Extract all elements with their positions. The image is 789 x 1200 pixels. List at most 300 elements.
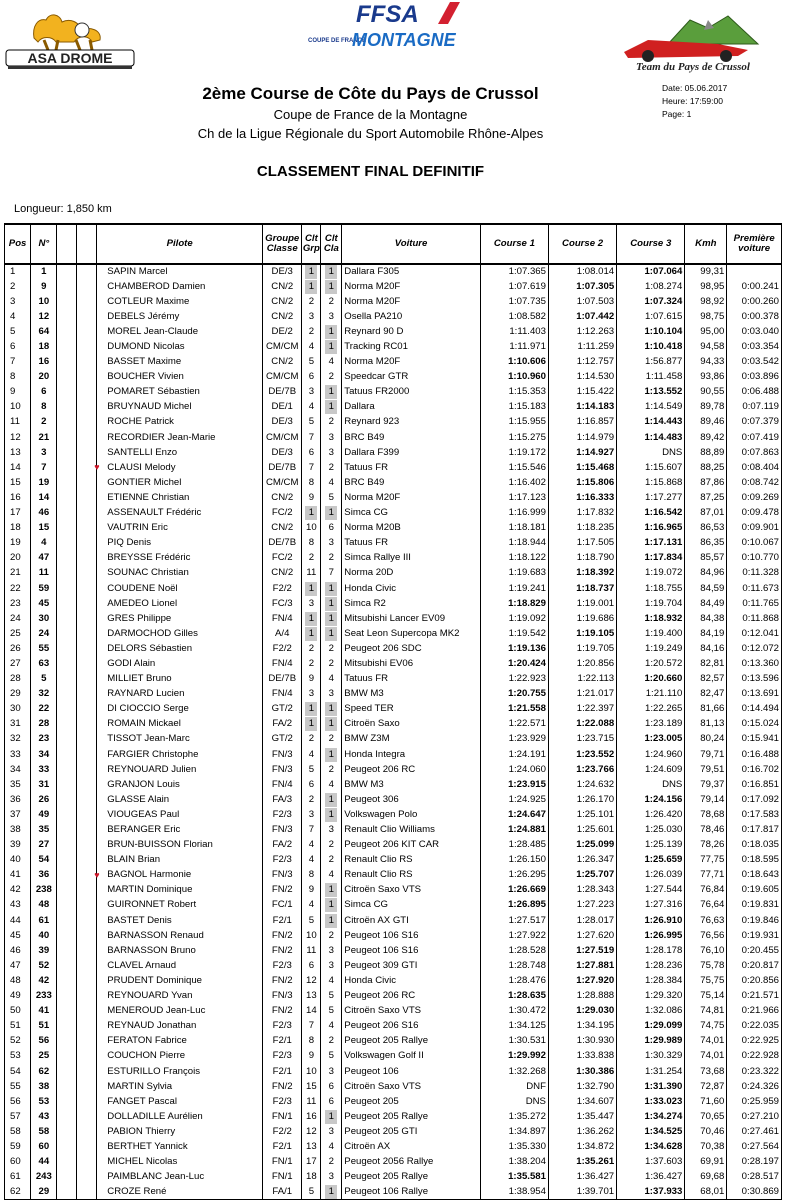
cell-premiere: 0:03.542	[727, 355, 782, 370]
cell-num: 238	[31, 883, 57, 898]
cell-blank	[77, 958, 97, 973]
cell-premiere: 0:11.328	[727, 566, 782, 581]
cell-course1: 1:18.944	[480, 536, 548, 551]
clt-grp-value: 1	[305, 612, 317, 626]
cell-blank	[77, 883, 97, 898]
cell-pos: 4	[5, 309, 31, 324]
cell-course3: 1:11.458	[617, 370, 685, 385]
clt-cla-value: 3	[328, 959, 334, 971]
pilote-name: GRES Philippe	[107, 612, 172, 624]
cell-blank	[77, 339, 97, 354]
clt-cla-value: 2	[328, 1035, 334, 1047]
page-title: 2ème Course de Côte du Pays de Crussol	[202, 84, 539, 103]
cell-premiere: 0:15.024	[727, 717, 782, 732]
cell-premiere: 0:09.269	[727, 490, 782, 505]
table-row	[5, 868, 782, 883]
cell-blank	[57, 264, 77, 279]
cell-premiere: 0:24.326	[727, 1079, 782, 1094]
col-premiere: Première voiture	[727, 224, 782, 264]
cell-num: 22	[31, 702, 57, 717]
cell-course1: 1:19.683	[480, 566, 548, 581]
cell-premiere: 0:27.210	[727, 1109, 782, 1124]
clt-cla-value: 1	[325, 1110, 337, 1124]
cell-course2: 1:28.888	[548, 989, 616, 1004]
clt-grp-value: 15	[306, 1080, 317, 1092]
cell-course3: 1:31.390	[617, 1079, 685, 1094]
clt-grp-value: 5	[308, 1186, 315, 1198]
cell-blank	[77, 279, 97, 294]
clt-grp-value: 3	[308, 386, 315, 398]
cell-kmh: 69,68	[685, 1170, 727, 1185]
cell-pilote	[97, 551, 263, 566]
cell-blank	[77, 838, 97, 853]
cell-clt-cla	[321, 958, 342, 973]
cell-clt-grp	[302, 1049, 321, 1064]
table-row	[5, 838, 782, 853]
cell-pilote	[94, 460, 263, 475]
cell-num: 31	[31, 777, 57, 792]
cell-course3: 1:24.609	[617, 762, 685, 777]
clt-cla-value: 5	[328, 990, 334, 1002]
clt-cla-value: 5	[328, 491, 334, 503]
cell-pos: 36	[5, 792, 31, 807]
cell-blank	[57, 1034, 77, 1049]
clt-grp-value: 10	[306, 522, 317, 534]
cell-pilote	[97, 536, 263, 551]
cell-course2: 1:16.857	[548, 415, 616, 430]
cell-blank	[77, 1185, 97, 1200]
cell-clt-grp	[302, 792, 321, 807]
cell-clt-cla	[321, 611, 342, 626]
col-blank-2	[77, 224, 97, 264]
cell-course1: 1:24.647	[480, 807, 548, 822]
cell-clt-cla	[321, 913, 342, 928]
cell-pos: 24	[5, 611, 31, 626]
cell-course3: 1:36.427	[617, 1170, 685, 1185]
cell-blank	[77, 1034, 97, 1049]
clt-grp-value: 7	[308, 824, 315, 836]
cell-groupe: DE/7B	[263, 460, 302, 475]
ffsa-text: FFSA	[356, 1, 419, 28]
cell-blank	[77, 294, 97, 309]
cell-course2: 1:27.519	[548, 943, 616, 958]
clt-grp-value: 11	[306, 1095, 317, 1107]
table-row	[5, 475, 782, 490]
cell-course2: 1:34.607	[548, 1094, 616, 1109]
cell-course3: 1:32.086	[617, 1004, 685, 1019]
clt-cla-value: 1	[325, 627, 337, 641]
cell-premiere: 0:28.517	[727, 1170, 782, 1185]
cell-course1: 1:07.365	[480, 264, 548, 279]
cell-pilote	[97, 641, 263, 656]
cell-premiere: 0:17.092	[727, 792, 782, 807]
pilote-name: ROMAIN Mickael	[107, 718, 181, 730]
cell-blank	[77, 747, 97, 762]
table-row	[5, 536, 782, 551]
cell-pos: 5	[5, 324, 31, 339]
cell-pilote	[97, 717, 263, 732]
cell-premiere: 0:28.197	[727, 1155, 782, 1170]
cell-clt-grp	[302, 898, 321, 913]
cell-premiere: 0:08.742	[727, 475, 782, 490]
cell-course2: 1:25.601	[548, 822, 616, 837]
cell-num: 40	[31, 928, 57, 943]
cell-premiere: 0:06.488	[727, 385, 782, 400]
cell-num: 55	[31, 641, 57, 656]
pilote-name: MARTIN Dominique	[107, 884, 193, 896]
cell-kmh: 84,38	[685, 611, 727, 626]
cell-kmh: 88,89	[685, 445, 727, 460]
cell-kmh: 76,64	[685, 898, 727, 913]
col-blank-1	[57, 224, 77, 264]
clt-cla-value: 1	[325, 1185, 337, 1199]
cell-kmh: 74,01	[685, 1049, 727, 1064]
cell-clt-grp	[302, 641, 321, 656]
cell-premiere: 0:18.595	[727, 853, 782, 868]
cell-clt-grp	[302, 868, 321, 883]
cell-course3: 1:08.274	[617, 279, 685, 294]
cell-num: 32	[31, 687, 57, 702]
cell-premiere: 0:14.494	[727, 702, 782, 717]
cell-blank	[57, 626, 77, 641]
cell-pilote	[97, 1034, 263, 1049]
clt-cla-value: 4	[328, 673, 334, 685]
cell-course3: 1:25.139	[617, 838, 685, 853]
cell-kmh: 78,68	[685, 807, 727, 822]
cell-kmh: 70,38	[685, 1139, 727, 1154]
table-row	[5, 958, 782, 973]
cell-num: 24	[31, 626, 57, 641]
cell-clt-grp	[302, 551, 321, 566]
pilote-name: BLAIN Brian	[107, 854, 161, 866]
cell-course3: 1:14.443	[617, 415, 685, 430]
cell-clt-grp	[302, 294, 321, 309]
cell-pilote	[97, 596, 263, 611]
cell-pilote	[97, 264, 263, 279]
cell-voiture: BMW M3	[342, 687, 480, 702]
table-row	[5, 1004, 782, 1019]
cell-blank	[77, 355, 97, 370]
cell-kmh: 89,42	[685, 430, 727, 445]
cell-kmh: 76,63	[685, 913, 727, 928]
table-row	[5, 294, 782, 309]
cell-num: 61	[31, 913, 57, 928]
clt-grp-value: 1	[305, 702, 317, 716]
pilote-name: FARGIER Christophe	[107, 748, 199, 760]
cell-pilote	[97, 687, 263, 702]
cell-clt-grp	[302, 309, 321, 324]
cell-course1: 1:28.748	[480, 958, 548, 973]
cell-premiere: 0:15.941	[727, 732, 782, 747]
cell-course2: 1:22.113	[548, 672, 616, 687]
cell-course1: 1:23.929	[480, 732, 548, 747]
cell-groupe: CM/CM	[263, 430, 302, 445]
cell-num: 41	[31, 1004, 57, 1019]
cell-clt-grp	[302, 702, 321, 717]
table-row	[5, 430, 782, 445]
cell-clt-grp	[302, 506, 321, 521]
clt-cla-value: 4	[328, 869, 334, 881]
cell-num: 23	[31, 732, 57, 747]
cell-voiture: BMW Z3M	[342, 732, 480, 747]
cell-course1: 1:24.881	[480, 822, 548, 837]
cell-pilote	[97, 566, 263, 581]
cell-clt-cla	[321, 551, 342, 566]
cell-clt-cla	[321, 355, 342, 370]
cell-voiture: Simca Rallye III	[342, 551, 480, 566]
cell-kmh: 79,51	[685, 762, 727, 777]
pilote-name: BARNASSON Renaud	[107, 929, 204, 941]
cell-course3: 1:34.525	[617, 1124, 685, 1139]
cell-blank	[57, 521, 77, 536]
cell-blank	[57, 732, 77, 747]
cell-pos: 13	[5, 445, 31, 460]
cell-kmh: 94,58	[685, 339, 727, 354]
cell-pilote	[97, 1079, 263, 1094]
cell-blank	[57, 1170, 77, 1185]
cell-pilote	[97, 807, 263, 822]
cell-clt-grp	[302, 626, 321, 641]
cell-num: 58	[31, 1124, 57, 1139]
cell-groupe: DE/3	[263, 445, 302, 460]
cell-num: 52	[31, 958, 57, 973]
clt-cla-value: 3	[328, 446, 334, 458]
cell-pilote	[97, 732, 263, 747]
cell-course1: 1:10.606	[480, 355, 548, 370]
cell-course2: 1:07.305	[548, 279, 616, 294]
cell-clt-cla	[321, 672, 342, 687]
cell-num: 49	[31, 807, 57, 822]
cell-clt-grp	[302, 581, 321, 596]
clt-cla-value: 6	[328, 1080, 334, 1092]
cell-course1: 1:15.275	[480, 430, 548, 445]
classement-heading: CLASSEMENT FINAL DEFINITIF	[256, 163, 485, 180]
cell-blank	[77, 792, 97, 807]
cell-pos: 17	[5, 506, 31, 521]
cell-course3: 1:29.099	[617, 1019, 685, 1034]
cell-kmh: 70,46	[685, 1124, 727, 1139]
cell-course2: 1:28.017	[548, 913, 616, 928]
cell-course2: 1:24.632	[548, 777, 616, 792]
cell-pos: 55	[5, 1079, 31, 1094]
cell-clt-cla	[321, 928, 342, 943]
clt-grp-value: 17	[306, 1156, 317, 1168]
cell-course1: 1:34.125	[480, 1019, 548, 1034]
cell-course3: 1:37.603	[617, 1155, 685, 1170]
cell-pilote	[97, 838, 263, 853]
clt-cla-value: 3	[328, 944, 334, 956]
cell-groupe: FN/3	[263, 868, 302, 883]
cell-groupe: FA/2	[263, 838, 302, 853]
cell-clt-grp	[302, 1170, 321, 1185]
cell-kmh: 98,75	[685, 309, 727, 324]
cell-course1: 1:24.191	[480, 747, 548, 762]
cell-premiere: 0:09.478	[727, 506, 782, 521]
cell-premiere: 0:19.846	[727, 913, 782, 928]
clt-cla-value: 2	[328, 371, 334, 383]
cell-course2: 1:34.195	[548, 1019, 616, 1034]
cell-num: 28	[31, 717, 57, 732]
cell-pilote	[97, 1170, 263, 1185]
clt-cla-value: 1	[325, 385, 337, 399]
cell-premiere: 0:07.379	[727, 415, 782, 430]
cell-pilote	[97, 294, 263, 309]
cell-course2: 1:25.101	[548, 807, 616, 822]
pilote-name: BREYSSE Frédéric	[107, 552, 191, 564]
cell-premiere	[727, 264, 782, 279]
cell-voiture: Norma M20F	[342, 279, 480, 294]
cell-course2: 1:19.705	[548, 641, 616, 656]
cell-course1: 1:38.204	[480, 1155, 548, 1170]
cell-blank	[77, 641, 97, 656]
cell-blank	[77, 1109, 97, 1124]
cell-premiere: 0:10.067	[727, 536, 782, 551]
cell-pilote	[97, 883, 263, 898]
table-row	[5, 460, 782, 475]
cell-clt-cla	[321, 339, 342, 354]
cell-pilote	[97, 581, 263, 596]
col-course1: Course 1	[480, 224, 548, 264]
cell-groupe: FC/3	[263, 596, 302, 611]
cell-pos: 23	[5, 596, 31, 611]
table-row	[5, 898, 782, 913]
col-pilote: Pilote	[97, 224, 263, 264]
cell-groupe: F2/1	[263, 1139, 302, 1154]
cell-groupe: DE/3	[263, 415, 302, 430]
pilote-name: BRUN-BUISSON Florian	[107, 839, 213, 851]
clt-grp-value: 8	[308, 869, 315, 881]
cell-groupe: F2/2	[263, 641, 302, 656]
cell-course2: 1:19.686	[548, 611, 616, 626]
pilote-name: DUMOND Nicolas	[107, 341, 185, 353]
cell-blank	[57, 1185, 77, 1200]
cell-clt-grp	[302, 973, 321, 988]
cell-course3: DNS	[617, 777, 685, 792]
cell-blank	[77, 1064, 97, 1079]
cell-clt-cla	[321, 430, 342, 445]
cell-voiture: BRC B49	[342, 475, 480, 490]
cell-blank	[77, 445, 97, 460]
cell-premiere: 0:22.928	[727, 1049, 782, 1064]
cell-premiere: 0:00.260	[727, 294, 782, 309]
cell-kmh: 70,65	[685, 1109, 727, 1124]
cell-course1: 1:28.476	[480, 973, 548, 988]
cell-pos: 7	[5, 355, 31, 370]
pilote-name: BASTET Denis	[107, 914, 172, 926]
cell-clt-cla	[321, 536, 342, 551]
cell-pilote	[97, 777, 263, 792]
cell-num: 3	[31, 445, 57, 460]
table-row	[5, 1109, 782, 1124]
cell-groupe: FC/2	[263, 506, 302, 521]
clt-cla-value: 2	[328, 461, 334, 473]
cell-course3: 1:21.110	[617, 687, 685, 702]
cell-clt-grp	[302, 1019, 321, 1034]
table-row	[5, 309, 782, 324]
cell-blank	[57, 928, 77, 943]
clt-grp-value: 4	[308, 748, 315, 760]
pilote-name: REYNOUARD Julien	[107, 763, 197, 775]
cell-pilote	[97, 943, 263, 958]
cell-pos: 1	[5, 264, 31, 279]
cell-pilote	[97, 913, 263, 928]
cell-pilote	[97, 656, 263, 671]
cell-voiture: Citroën AX	[342, 1139, 480, 1154]
cell-course2: 1:23.552	[548, 747, 616, 762]
cell-pilote	[97, 385, 263, 400]
cell-kmh: 86,35	[685, 536, 727, 551]
clt-grp-value: 8	[308, 1035, 315, 1047]
cell-course1: 1:23.915	[480, 777, 548, 792]
cell-pos: 16	[5, 490, 31, 505]
cell-course3: 1:27.544	[617, 883, 685, 898]
cell-voiture: Norma M20B	[342, 521, 480, 536]
clt-cla-value: 7	[328, 567, 334, 579]
clt-cla-value: 1	[325, 793, 337, 807]
cell-blank	[77, 611, 97, 626]
table-row	[5, 672, 782, 687]
cell-course2: 1:28.343	[548, 883, 616, 898]
cell-blank	[57, 1079, 77, 1094]
cell-clt-cla	[321, 792, 342, 807]
cell-voiture: Dallara	[342, 400, 480, 415]
cell-course3: 1:24.960	[617, 747, 685, 762]
cell-course2: 1:33.838	[548, 1049, 616, 1064]
pilote-name: PABION Thierry	[107, 1125, 176, 1137]
cell-clt-cla	[321, 732, 342, 747]
clt-grp-value: 4	[308, 899, 315, 911]
table-row	[5, 581, 782, 596]
cell-pilote	[97, 339, 263, 354]
clt-cla-value: 1	[325, 898, 337, 912]
cell-blank	[57, 913, 77, 928]
cell-course3: 1:25.030	[617, 822, 685, 837]
cell-kmh: 78,26	[685, 838, 727, 853]
cell-voiture: Peugeot 106 S16	[342, 928, 480, 943]
table-row	[5, 1019, 782, 1034]
cell-clt-cla	[321, 943, 342, 958]
cell-blank	[77, 807, 97, 822]
cell-course2: 1:18.392	[548, 566, 616, 581]
cell-groupe: F2/3	[263, 807, 302, 822]
cell-num: 14	[31, 490, 57, 505]
cell-course2: 1:15.468	[548, 460, 616, 475]
pilote-name: BERANGER Eric	[107, 824, 181, 836]
cell-groupe: A/4	[263, 626, 302, 641]
cell-course2: 1:35.447	[548, 1109, 616, 1124]
cell-pos: 31	[5, 717, 31, 732]
cell-blank	[57, 1019, 77, 1034]
cell-blank	[57, 370, 77, 385]
cell-groupe: FN/2	[263, 883, 302, 898]
team-crussol-text: Team du Pays de Crussol	[636, 61, 750, 73]
cell-course3: 1:28.236	[617, 958, 685, 973]
cell-kmh: 78,46	[685, 822, 727, 837]
cell-course3: 1:25.659	[617, 853, 685, 868]
cell-clt-grp	[302, 566, 321, 581]
cell-voiture: Tracking RC01	[342, 339, 480, 354]
cell-clt-grp	[302, 1079, 321, 1094]
cell-groupe: DE/7B	[263, 672, 302, 687]
cell-blank	[57, 611, 77, 626]
col-voiture: Voiture	[342, 224, 480, 264]
cell-clt-grp	[302, 732, 321, 747]
cell-course3: 1:19.400	[617, 626, 685, 641]
clt-grp-value: 9	[308, 884, 315, 896]
cell-blank	[77, 309, 97, 324]
cell-course2: 1:16.333	[548, 490, 616, 505]
cell-clt-cla	[321, 1170, 342, 1185]
